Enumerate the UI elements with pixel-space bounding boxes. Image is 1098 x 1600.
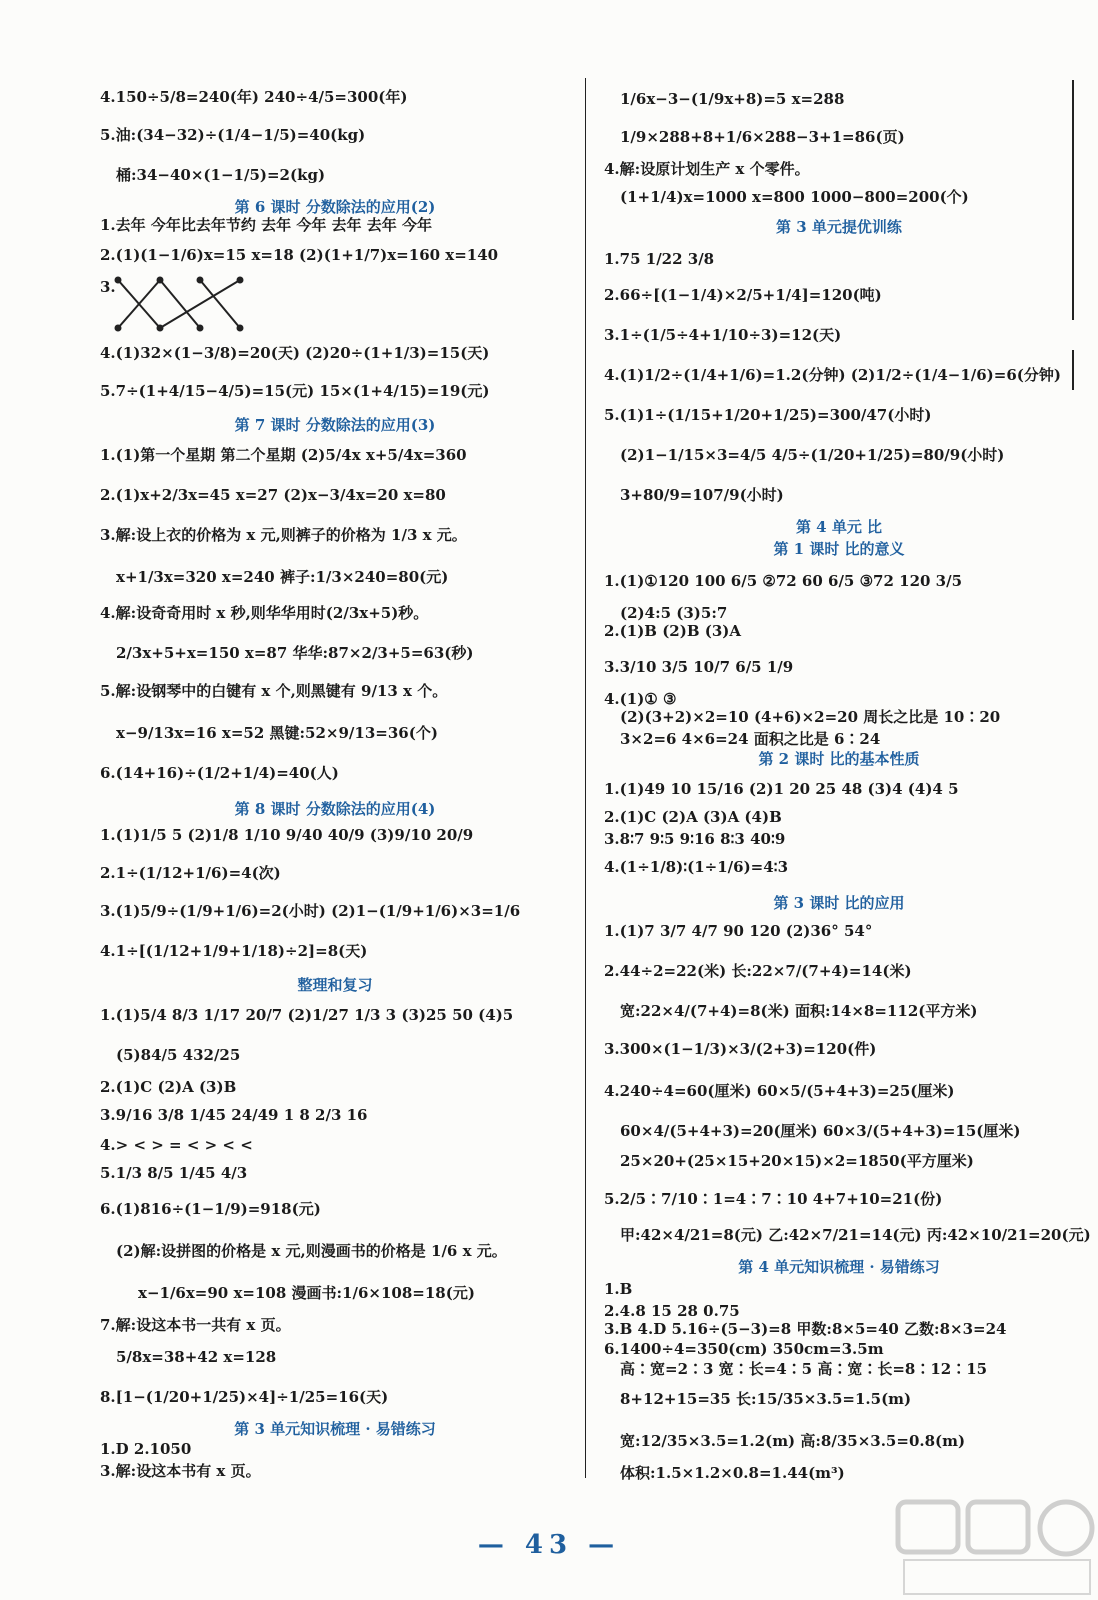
answer-line: 1.75 1/22 3/8 [604, 250, 715, 268]
section-heading: 第 8 课时 分数除法的应用(4) [234, 800, 436, 818]
answer-line: 1.(1)7 3/7 4/7 90 120 (2)36° 54° [604, 922, 873, 940]
answer-line: 宽:12/35×3.5=1.2(m) 高:8/35×3.5=0.8(m) [620, 1432, 966, 1450]
section-heading: 第 3 单元知识梳理 · 易错练习 [234, 1420, 436, 1438]
answer-line: 2.(1)C (2)A (3)B [100, 1078, 237, 1096]
answer-line: 5.2/5∶7/10∶1=4∶7∶10 4+7+10=21(份) [604, 1190, 943, 1208]
answer-line: 1.B [604, 1280, 633, 1298]
answer-line: 6.(14+16)÷(1/2+1/4)=40(人) [100, 764, 339, 782]
answer-line: 3.B 4.D 5.16÷(5−3)=8 甲数:8×5=40 乙数:8×3=24 [604, 1320, 1007, 1338]
answer-line: (2)(3+2)×2=10 (4+6)×2=20 周长之比是 10∶20 [620, 708, 1001, 726]
answer-line: 3.9/16 3/8 1/45 24/49 1 8 2/3 16 [100, 1106, 368, 1124]
answer-line: 3.8∶7 9∶5 9∶16 8∶3 40∶9 [604, 830, 786, 848]
answer-line: 7.解:设这本书一共有 x 页。 [100, 1316, 291, 1334]
answer-line: 8+12+15=35 长:15/35×3.5=1.5(m) [620, 1390, 912, 1408]
answer-line: 1.(1)49 10 15/16 (2)1 20 25 48 (3)4 (4)4 5 [604, 780, 959, 798]
answer-line: (5)84/5 432/25 [116, 1046, 241, 1064]
answer-line: 3×2=6 4×6=24 面积之比是 6∶24 [620, 730, 881, 748]
answer-line: (2)解:设拼图的价格是 x 元,则漫画书的价格是 1/6 x 元。 [116, 1242, 507, 1260]
answer-line: 2.1÷(1/12+1/6)=4(次) [100, 864, 281, 882]
answer-line: x−1/6x=90 x=108 漫画书:1/6×108=18(元) [138, 1284, 475, 1302]
answer-line: 2.(1)B (2)B (3)A [604, 622, 741, 640]
answer-line: 2.(1)x+2/3x=45 x=27 (2)x−3/4x=20 x=80 [100, 486, 446, 504]
answer-line: 2.66÷[(1−1/4)×2/5+1/4]=120(吨) [604, 286, 882, 304]
watermark-logo [888, 1498, 1098, 1600]
answer-line: 4.(1)① ③ [604, 690, 677, 708]
answer-line: 体积:1.5×1.2×0.8=1.44(m³) [620, 1464, 845, 1482]
answer-line: 3. [100, 278, 116, 296]
answer-line: 2.44÷2=22(米) 长:22×7/(7+4)=14(米) [604, 962, 912, 980]
answer-line: 1.D 2.1050 [100, 1440, 192, 1458]
margin-bar [1072, 350, 1074, 390]
answer-line: 3.3/10 3/5 10/7 6/5 1/9 [604, 658, 794, 676]
answer-line: 3.解:设这本书有 x 页。 [100, 1462, 261, 1480]
answer-line: 5/8x=38+42 x=128 [116, 1348, 277, 1366]
answer-line: 2.4.8 15 28 0.75 [604, 1302, 740, 1320]
answer-line: 6.(1)816÷(1−1/9)=918(元) [100, 1200, 321, 1218]
answer-line: 3.解:设上衣的价格为 x 元,则裤子的价格为 1/3 x 元。 [100, 526, 467, 544]
answer-line: 5.(1)1÷(1/15+1/20+1/25)=300/47(小时) [604, 406, 932, 424]
answer-line: x+1/3x=320 x=240 裤子:1/3×240=80(元) [116, 568, 449, 586]
answer-line: 5.1/3 8/5 1/45 4/3 [100, 1164, 248, 1182]
matching-lines-diagram [112, 276, 312, 336]
answer-line: 1/9×288+8+1/6×288−3+1=86(页) [620, 128, 905, 146]
answer-line: 1.(1)第一个星期 第二个星期 (2)5/4x x+5/4x=360 [100, 446, 467, 464]
answer-line: 甲:42×4/21=8(元) 乙:42×7/21=14(元) 丙:42×10/21=20(元) [620, 1226, 1091, 1244]
answer-line: 4.> < > = < > < < [100, 1136, 253, 1154]
answer-line: 4.240÷4=60(厘米) 60×5/(5+4+3)=25(厘米) [604, 1082, 955, 1100]
answer-line: 2.(1)(1−1/6)x=15 x=18 (2)(1+1/7)x=160 x=140 [100, 246, 499, 264]
answer-line: (2)1−1/15×3=4/5 4/5÷(1/20+1/25)=80/9(小时) [620, 446, 1005, 464]
answer-line: 2/3x+5+x=150 x=87 华华:87×2/3+5=63(秒) [116, 644, 474, 662]
answer-line: 5.油:(34−32)÷(1/4−1/5)=40(kg) [100, 126, 366, 144]
margin-bar [1072, 80, 1074, 320]
answer-line: 4.解:设原计划生产 x 个零件。 [604, 160, 810, 178]
answer-line: 4.(1÷1/8)∶(1÷1/6)=4∶3 [604, 858, 789, 876]
section-heading: 整理和复习 [297, 976, 373, 994]
answer-line: 1.去年 今年比去年节约 去年 今年 去年 去年 今年 [100, 216, 432, 234]
column-divider [585, 78, 586, 1478]
answer-line: 8.[1−(1/20+1/25)×4]÷1/25=16(天) [100, 1388, 389, 1406]
answer-line: 4.1÷[(1/12+1/9+1/18)÷2]=8(天) [100, 942, 368, 960]
answer-line: 3.300×(1−1/3)×3/(2+3)=120(件) [604, 1040, 877, 1058]
answer-line: 3.1÷(1/5÷4+1/10÷3)=12(天) [604, 326, 842, 344]
answer-line: 1.(1)5/4 8/3 1/17 20/7 (2)1/27 1/3 3 (3)25 50 (4)5 [100, 1006, 514, 1024]
answer-line: 3+80/9=107/9(小时) [620, 486, 784, 504]
page-number: — 43 — [477, 1530, 621, 1560]
section-heading: 第 1 课时 比的意义 [773, 540, 905, 558]
answer-line: 6.1400÷4=350(cm) 350cm=3.5m [604, 1340, 884, 1358]
answer-line: 4.150÷5/8=240(年) 240÷4/5=300(年) [100, 88, 408, 106]
answer-line: 25×20+(25×15+20×15)×2=1850(平方厘米) [620, 1152, 974, 1170]
answer-line: 3.(1)5/9÷(1/9+1/6)=2(小时) (2)1−(1/9+1/6)×3=1/6 [100, 902, 521, 920]
section-heading: 第 4 单元知识梳理 · 易错练习 [738, 1258, 940, 1276]
section-heading: 第 3 单元提优训练 [776, 218, 902, 236]
section-heading: 第 7 课时 分数除法的应用(3) [234, 416, 436, 434]
answer-line: 1.(1)1/5 5 (2)1/8 1/10 9/40 40/9 (3)9/10 20/9 [100, 826, 474, 844]
answer-line: 宽:22×4/(7+4)=8(米) 面积:14×8=112(平方米) [620, 1002, 978, 1020]
section-heading: 第 6 课时 分数除法的应用(2) [234, 198, 436, 216]
answer-line: 桶:34−40×(1−1/5)=2(kg) [116, 166, 326, 184]
answer-line: 5.7÷(1+4/15−4/5)=15(元) 15×(1+4/15)=19(元) [100, 382, 490, 400]
section-heading: 第 4 单元 比 [795, 518, 883, 536]
answer-line: 1.(1)①120 100 6/5 ②72 60 6/5 ③72 120 3/5 [604, 572, 963, 590]
answer-line: 1/6x−3−(1/9x+8)=5 x=288 [620, 90, 845, 108]
answer-line: 5.解:设钢琴中的白键有 x 个,则黑键有 9/13 x 个。 [100, 682, 448, 700]
section-heading: 第 3 课时 比的应用 [773, 894, 905, 912]
answer-line: 2.(1)C (2)A (3)A (4)B [604, 808, 782, 826]
answer-line: x−9/13x=16 x=52 黑键:52×9/13=36(个) [116, 724, 438, 742]
answer-line: (2)4:5 (3)5:7 [620, 604, 728, 622]
answer-line: 4.(1)1/2÷(1/4+1/6)=1.2(分钟) (2)1/2÷(1/4−1/6)=6(分钟) [604, 366, 1061, 384]
answer-line: 4.解:设奇奇用时 x 秒,则华华用时(2/3x+5)秒。 [100, 604, 429, 622]
section-heading: 第 2 课时 比的基本性质 [758, 750, 920, 768]
answer-line: 高∶宽=2∶3 宽∶长=4∶5 高∶宽∶长=8∶12∶15 [620, 1360, 988, 1378]
answer-line: 4.(1)32×(1−3/8)=20(天) (2)20÷(1+1/3)=15(天) [100, 344, 490, 362]
answer-line: 60×4/(5+4+3)=20(厘米) 60×3/(5+4+3)=15(厘米) [620, 1122, 1021, 1140]
answer-line: (1+1/4)x=1000 x=800 1000−800=200(个) [620, 188, 969, 206]
